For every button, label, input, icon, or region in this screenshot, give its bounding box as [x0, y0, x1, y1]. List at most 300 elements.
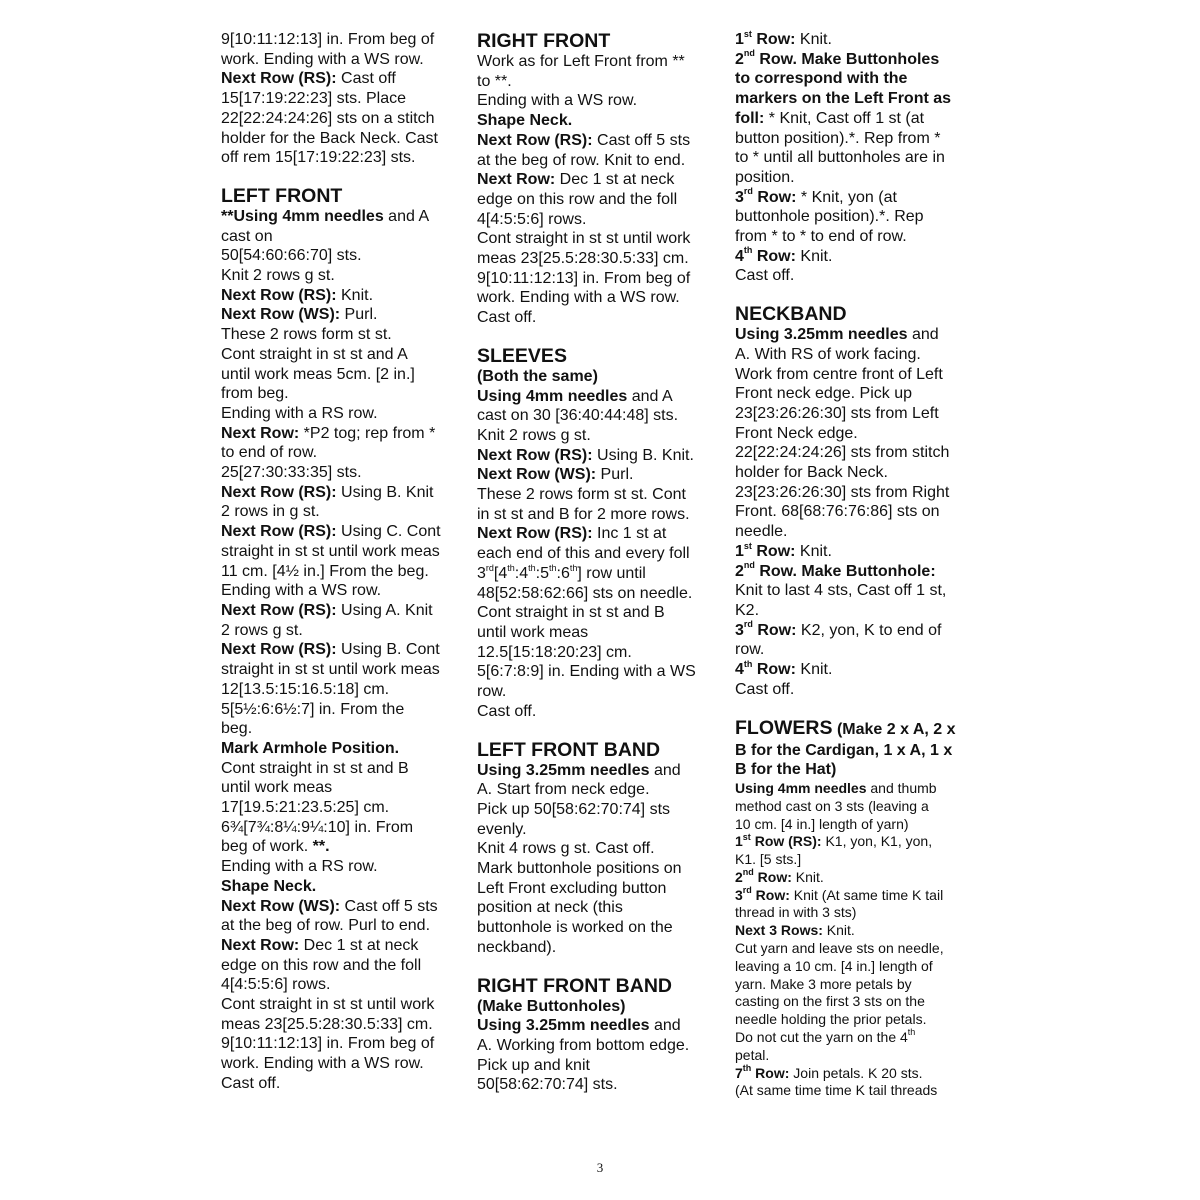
section-heading [477, 739, 717, 761]
text-line [221, 69, 457, 89]
heading-text: RIGHT FRONT [477, 30, 611, 52]
text-run: cast on 30 [36:40:44:48] sts. [477, 407, 679, 425]
text-line [477, 111, 717, 131]
text-run: Work as for Left Front from ** [477, 53, 685, 70]
text-run: work. Ending with a WS row. [221, 50, 424, 68]
text-line [221, 129, 457, 149]
text-line [221, 601, 457, 621]
text-line [221, 207, 457, 227]
text-line [221, 365, 457, 385]
text-run: These 2 rows form st st. Cont [477, 486, 686, 504]
text-run: row. [735, 641, 765, 659]
text-line [735, 887, 977, 905]
bold-text: Next Row (RS): [221, 601, 337, 619]
text-line [477, 839, 717, 859]
text-run: method cast on 3 sts (leaving a [735, 797, 929, 814]
text-line [221, 1034, 457, 1054]
text-run: 12.5[15:18:20:23] cm. [477, 643, 632, 661]
superscript: nd [743, 48, 755, 59]
text-line [477, 623, 717, 643]
text-line [735, 30, 977, 50]
text-line [477, 505, 717, 525]
superscript: th [743, 245, 753, 256]
bold-text: Next Row (RS): [477, 131, 593, 149]
section-heading [735, 717, 977, 741]
bold-text: Next Row: [221, 424, 300, 442]
text-line [477, 485, 717, 505]
text-line [477, 1056, 717, 1076]
bold-text: Next Row: [477, 171, 556, 189]
text-run: Dec 1 st at neck [555, 171, 675, 189]
text-line [477, 761, 717, 781]
text-line [221, 936, 457, 956]
text-line [735, 660, 977, 680]
text-line [221, 463, 457, 483]
text-run: Cast off. [221, 1074, 281, 1092]
bold-text: 3 [735, 886, 743, 903]
text-line [735, 581, 977, 601]
text-line [735, 542, 977, 562]
superscript: st [743, 28, 752, 39]
text-line [735, 89, 977, 109]
text-line [477, 1036, 717, 1056]
superscript: th [548, 562, 557, 573]
section-heading [221, 185, 457, 207]
text-run: Cast off. [477, 702, 537, 720]
text-line [221, 1074, 457, 1094]
bold-text: 1 [735, 542, 744, 560]
text-run: 4[4:5:5:6] rows. [221, 976, 331, 994]
bold-text: Next Row (RS): [221, 523, 337, 541]
text-run: A. Working from bottom edge. [477, 1036, 690, 1054]
text-line [735, 562, 977, 582]
text-run: at the beg of row. Purl to end. [221, 917, 431, 935]
text-run: row. [477, 683, 507, 701]
text-line [477, 269, 717, 289]
text-run: Purl. [596, 466, 634, 484]
text-run: 50[58:62:70:74] sts. [477, 1076, 618, 1094]
text-line [735, 1011, 977, 1029]
column-2 [477, 30, 717, 1095]
text-line [477, 190, 717, 210]
text-line [477, 91, 717, 111]
heading-text: SLEEVES [477, 344, 567, 367]
text-run: Cast off 5 sts [340, 897, 438, 915]
text-run: position at neck (this [477, 899, 623, 917]
text-line [735, 976, 977, 994]
bold-text: Row: [752, 661, 796, 679]
text-run: and [649, 761, 681, 779]
text-line [735, 522, 977, 542]
text-run: Using B. Knit. [592, 446, 694, 464]
heading-text: FLOWERS [735, 716, 833, 739]
text-line [735, 384, 977, 404]
text-run: Cont straight in st st until work [477, 230, 691, 248]
bold-text: Row: [751, 31, 796, 48]
text-line [221, 975, 457, 995]
text-line [735, 680, 977, 700]
bold-text: 2 [735, 50, 744, 68]
superscript: th [507, 562, 515, 573]
text-run: 9[10:11:12:13] in. From beg of [221, 1035, 435, 1053]
text-run: Ending with a WS row. [477, 92, 638, 110]
text-line [477, 643, 717, 663]
text-run: Purl. [340, 306, 378, 324]
text-line [221, 995, 457, 1015]
text-run: needle. [735, 523, 788, 541]
text-line [221, 384, 457, 404]
text-line [221, 50, 457, 70]
text-line [477, 1075, 717, 1095]
bold-text: Next Row (RS): [221, 483, 337, 501]
text-line [735, 958, 977, 976]
text-line [477, 465, 717, 485]
text-run: Pick up and knit [477, 1056, 590, 1074]
bold-text: Next Row (RS): [477, 525, 593, 543]
text-run: 2 rows g st. [221, 621, 303, 639]
text-run: 25[27:30:33:35] sts. [221, 464, 362, 482]
text-line [735, 50, 977, 70]
text-line [221, 89, 457, 109]
text-run: Knit (At same time K tail [789, 886, 944, 903]
text-run: Knit to last 4 sts, Cast off 1 st, [735, 582, 947, 600]
section-gap [477, 328, 717, 345]
text-run: off rem 15[17:19:22:23] sts. [221, 149, 416, 167]
section-gap [477, 958, 717, 975]
text-line [221, 877, 457, 897]
text-run: 48[52:58:62:66] sts on needle. [477, 584, 693, 602]
text-line [477, 702, 717, 722]
bold-text: 7 [735, 1064, 743, 1081]
text-run: Cont straight in st st until work [221, 996, 435, 1014]
text-run: Left Front excluding button [477, 879, 667, 897]
text-run: holder for the Back Neck. Cast [221, 129, 438, 147]
bold-text: 1 [735, 31, 744, 48]
text-line [477, 387, 717, 407]
text-line [735, 601, 977, 621]
text-run: petal. [735, 1046, 770, 1063]
text-run: K1. [5 sts.] [735, 851, 802, 868]
text-line [477, 524, 717, 544]
text-line [735, 780, 977, 798]
text-run: 22[22:24:24:26] sts on a stitch [221, 109, 435, 127]
bold-text: Row: [751, 1064, 790, 1081]
text-run: Using B. Knit [336, 483, 434, 501]
text-line [735, 502, 977, 522]
bold-text: Next Row: [221, 936, 300, 954]
text-line [477, 603, 717, 623]
text-line [477, 584, 717, 604]
superscript: rd [743, 619, 753, 630]
text-run: straight in st st until work meas [221, 661, 440, 679]
text-line [735, 325, 977, 345]
bold-text: Using 4mm needles [477, 387, 628, 405]
text-line [735, 640, 977, 660]
superscript: rd [485, 562, 494, 573]
text-run: K2. [735, 601, 760, 619]
heading-text: RIGHT FRONT BAND [477, 974, 672, 997]
text-run: 15[17:19:22:23] sts. Place [221, 90, 407, 108]
text-run: ] row until [577, 564, 646, 582]
text-line [221, 680, 457, 700]
text-line [735, 922, 977, 940]
text-line [221, 837, 457, 857]
text-line [477, 879, 717, 899]
text-run: Knit. [791, 868, 824, 885]
text-run: Cont straight in st st and A [221, 345, 408, 363]
text-run: 5[5½:6:6½:7] in. From the [221, 700, 405, 718]
text-run: edge on this row and the foll [221, 956, 422, 974]
text-run: buttonhole position).*. Rep [735, 208, 924, 226]
text-line [477, 859, 717, 879]
superscript: th [907, 1027, 916, 1038]
text-line [221, 818, 457, 838]
text-line [477, 210, 717, 230]
text-run: needle holding the prior petals. [735, 1011, 927, 1028]
superscript: nd [743, 560, 755, 571]
bold-text: Row: [752, 188, 797, 206]
text-line [221, 227, 457, 247]
section-heading [477, 975, 717, 997]
bold-text: 2 [735, 562, 744, 580]
text-line [735, 227, 977, 247]
text-run: until work meas 5cm. [2 in.] [221, 365, 415, 383]
superscript: th [743, 658, 753, 669]
text-run: Knit 2 rows g st. [221, 267, 335, 285]
text-run: 23[23:26:26:30] sts from Left [735, 404, 939, 422]
superscript: th [742, 1063, 752, 1073]
bold-text: 2 [735, 868, 743, 885]
text-line [221, 739, 457, 759]
text-run: and thumb [866, 779, 937, 796]
text-run: 2 rows in g st. [221, 503, 320, 521]
text-line [221, 30, 457, 50]
text-line [221, 345, 457, 365]
text-run: neckband). [477, 938, 557, 956]
text-run: 5[6:7:8:9] in. Ending with a WS [477, 663, 696, 681]
text-line [221, 897, 457, 917]
text-line [735, 621, 977, 641]
text-line [221, 956, 457, 976]
superscript: th [569, 562, 578, 573]
section-gap [477, 722, 717, 739]
text-run: evenly. [477, 820, 527, 838]
bold-text: Using 4mm needles [735, 779, 867, 796]
text-run: meas 23[25.5:28:30.5:33] cm. [221, 1015, 433, 1033]
bold-text: **. [312, 838, 330, 856]
text-line [221, 443, 457, 463]
section-gap [221, 168, 457, 185]
text-run: Front Neck edge. [735, 424, 858, 442]
text-line [735, 1065, 977, 1083]
text-run: straight in st st until work meas [221, 542, 440, 560]
bold-text: 3 [735, 188, 744, 206]
text-line [477, 544, 717, 564]
text-run: Pick up 50[58:62:70:74] sts [477, 800, 671, 818]
text-run: meas 23[25.5:28:30.5:33] cm. [477, 250, 689, 268]
text-run: buttonhole is worked on the [477, 919, 673, 937]
superscript: rd [743, 186, 753, 197]
text-run: button position).*. Rep from * [735, 129, 941, 147]
text-line [477, 800, 717, 820]
text-line [735, 345, 977, 365]
section-heading [735, 303, 977, 325]
text-run: Work from centre front of Left [735, 365, 943, 383]
bold-text: B for the Hat) [735, 761, 837, 779]
text-line [221, 562, 457, 582]
text-line [477, 997, 717, 1017]
bold-text: foll: [735, 109, 765, 127]
text-line [477, 249, 717, 269]
text-run: casting on the first 3 sts on the [735, 993, 925, 1010]
bold-text: Next Row (WS): [221, 897, 341, 915]
text-line [221, 1015, 457, 1035]
text-run: K2, yon, K to end of [796, 621, 942, 639]
text-run: Ending with a RS row. [221, 404, 378, 422]
text-line [735, 69, 977, 89]
text-run: beg. [221, 720, 253, 738]
text-line [221, 759, 457, 779]
column-3 [735, 30, 977, 1100]
text-run: K1, yon, K1, yon, [821, 833, 933, 850]
text-line [477, 938, 717, 958]
text-line [735, 760, 977, 780]
text-run: 3 [477, 564, 486, 582]
text-line [735, 869, 977, 887]
bold-text: Using 3.25mm needles [735, 326, 908, 344]
text-run: yarn. Make 3 more petals by [735, 975, 912, 992]
text-line [735, 424, 977, 444]
text-run: to end of row. [221, 444, 318, 462]
text-run: A. With RS of work facing. [735, 345, 921, 363]
bold-text: Row: [751, 886, 790, 903]
text-run: 22[22:24:24:26] sts from stitch [735, 444, 950, 462]
text-run: Front neck edge. Pick up [735, 385, 912, 403]
text-run: 6¾[7¾:8¼:9¼:10] in. From [221, 818, 414, 836]
text-run: beg of work. [221, 838, 313, 856]
text-run: in st st and B for 2 more rows. [477, 505, 690, 523]
section-gap [735, 700, 977, 717]
text-run: * Knit, Cast off 1 st (at [764, 109, 925, 127]
text-line [735, 1047, 977, 1065]
text-run: Cast off 5 sts [592, 131, 691, 149]
text-line [221, 305, 457, 325]
text-line [477, 1016, 717, 1036]
bold-text: Using 3.25mm needles [477, 1017, 650, 1035]
text-run: Cast off [336, 70, 396, 88]
text-line [477, 662, 717, 682]
text-run: work. Ending with a WS row. [477, 289, 680, 307]
text-line [735, 1029, 977, 1047]
heading-text: NECKBAND [735, 303, 847, 326]
heading-text: LEFT FRONT [221, 184, 343, 207]
text-run: and [907, 326, 939, 344]
text-line [735, 833, 977, 851]
text-line [477, 288, 717, 308]
text-run: Do not cut the yarn on the 4 [735, 1029, 908, 1046]
heading-suffix: (Make 2 x A, 2 x [832, 720, 956, 738]
text-run: Cast off. [735, 680, 795, 698]
bold-text: Using 3.25mm needles [477, 761, 650, 779]
bold-text: Mark Armhole Position. [221, 739, 400, 757]
bold-text: Shape Neck. [477, 112, 573, 130]
bold-text: (Make Buttonholes) [477, 997, 626, 1015]
text-run: Mark buttonhole positions on [477, 860, 682, 878]
text-run: 17[19.5:21:23.5:25] cm. [221, 799, 390, 817]
text-run: Cut yarn and leave sts on needle, [735, 940, 944, 957]
bold-text: to correspond with the [735, 70, 908, 88]
superscript: st [743, 540, 752, 551]
text-line [221, 621, 457, 641]
text-run: from * to * to end of row. [735, 228, 907, 246]
text-line [477, 229, 717, 249]
text-run: position. [735, 168, 795, 186]
bold-text: Row. Make Buttonholes [754, 50, 940, 68]
text-run: 12[13.5:15:16.5:18] cm. [221, 680, 390, 698]
text-run: to * until all buttonholes are in [735, 149, 945, 167]
superscript: rd [742, 885, 752, 896]
text-line [735, 463, 977, 483]
text-run: until work meas [221, 779, 333, 797]
text-run: Using A. Knit [336, 601, 433, 619]
text-run: 4[4:5:5:6] rows. [477, 210, 587, 228]
bold-text: Next Row (WS): [477, 466, 597, 484]
text-run: Front. 68[68:76:76:86] sts on [735, 503, 940, 521]
text-line [477, 780, 717, 800]
bold-text: Next Row (RS): [221, 70, 337, 88]
text-line [477, 131, 717, 151]
bold-text: **Using 4mm needles [221, 207, 384, 225]
text-line [221, 483, 457, 503]
text-line [221, 246, 457, 266]
text-line [221, 424, 457, 444]
text-run: [4 [493, 564, 508, 582]
text-run: until work meas [477, 623, 589, 641]
bold-text: Row (RS): [750, 833, 822, 850]
text-line [735, 247, 977, 267]
text-line [477, 682, 717, 702]
text-run: Knit. [795, 542, 832, 560]
text-line [477, 151, 717, 171]
text-run: Knit. [795, 247, 833, 265]
text-line [477, 426, 717, 446]
section-heading [477, 345, 717, 367]
text-run: thread in with 3 sts) [735, 904, 857, 921]
text-run: Knit. [336, 286, 374, 304]
bold-text: Next 3 Rows: [735, 922, 823, 939]
text-line [477, 170, 717, 190]
text-line [221, 522, 457, 542]
text-run: 11 cm. [4½ in.] From the beg. [221, 562, 429, 580]
text-line [735, 109, 977, 129]
text-run: :5 [535, 564, 549, 582]
section-gap [735, 286, 977, 303]
heading-text: LEFT FRONT BAND [477, 738, 661, 761]
text-line [221, 286, 457, 306]
section-heading [477, 30, 717, 52]
bold-text: Next Row (RS): [477, 446, 593, 464]
superscript: nd [742, 867, 754, 878]
text-run: work. Ending with a WS row. [221, 1055, 424, 1073]
text-line [735, 816, 977, 834]
text-line [221, 404, 457, 424]
text-line [221, 325, 457, 345]
bold-text: Next Row (RS): [221, 641, 337, 659]
text-run: and [649, 1017, 681, 1035]
text-run: Ending with a RS row. [221, 858, 378, 876]
bold-text: Row: [751, 542, 796, 560]
text-line [735, 1082, 977, 1100]
